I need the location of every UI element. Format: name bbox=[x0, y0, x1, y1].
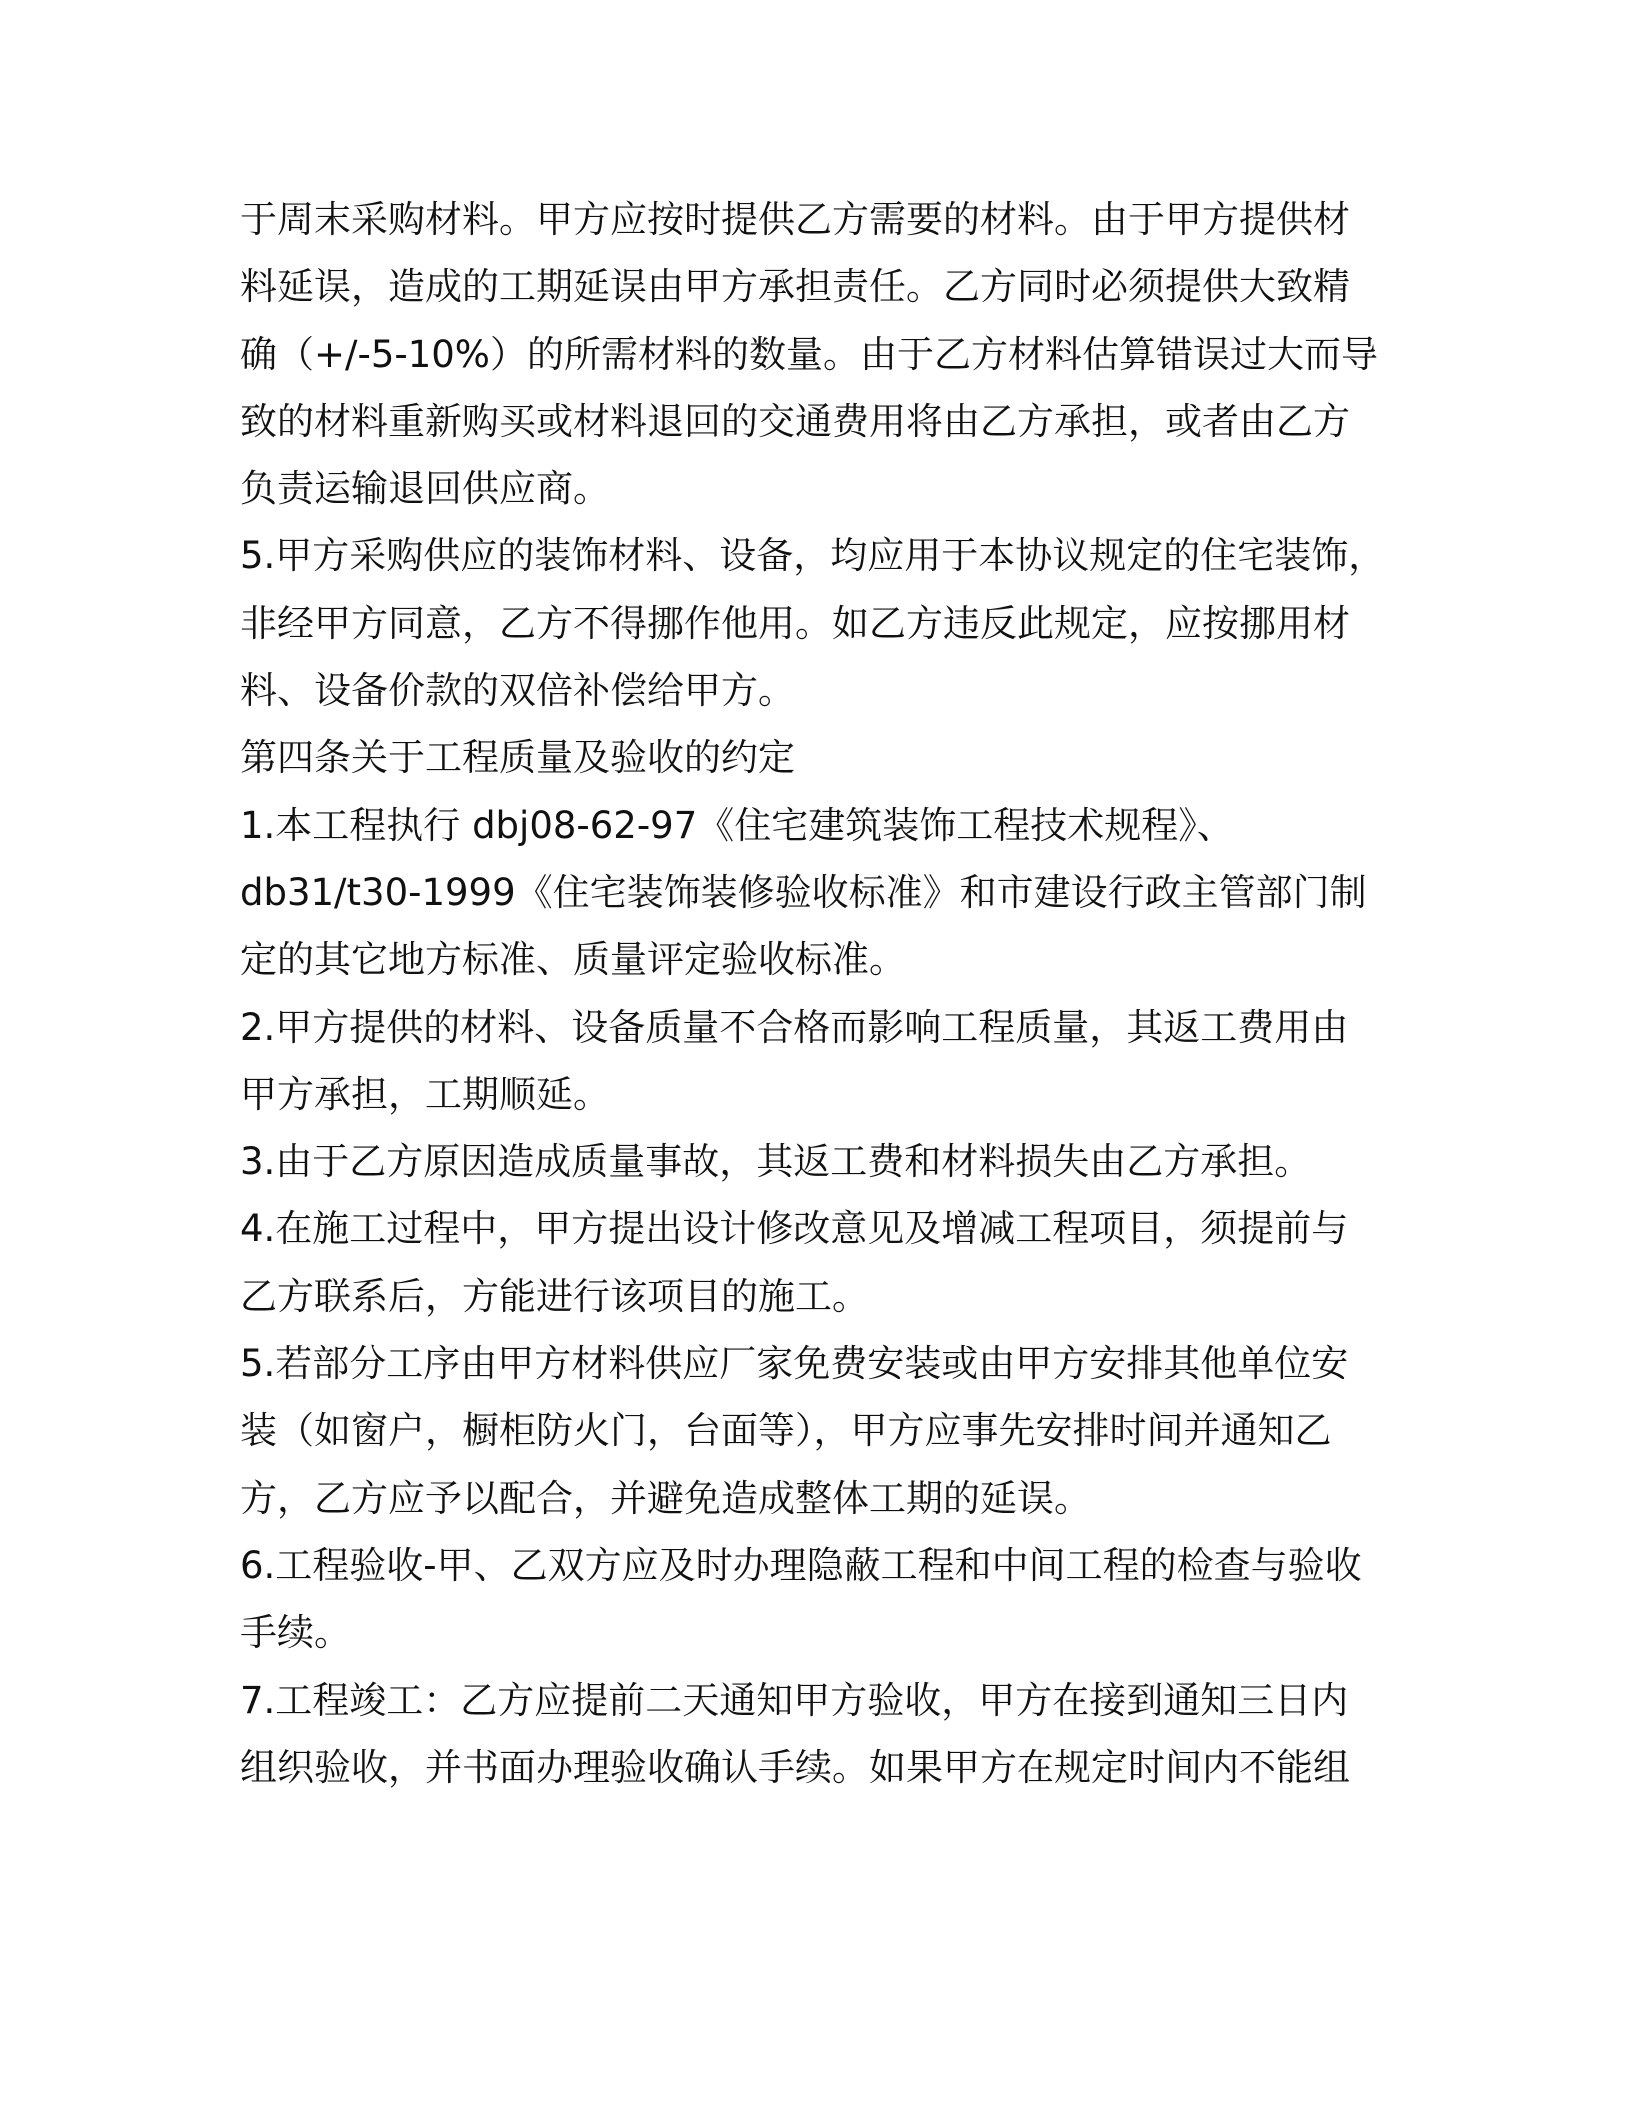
text-line: 2.甲方提供的材料、设备质量不合格而影响工程质量，其返工费用由 bbox=[240, 1005, 1349, 1049]
text-line: 甲方承担，工期顺延。 bbox=[240, 1072, 610, 1116]
text-line: 料延误，造成的工期延误由甲方承担责任。乙方同时必须提供大致精 bbox=[240, 265, 1350, 309]
text-line: 料、设备价款的双倍补偿给甲方。 bbox=[240, 669, 795, 713]
text-line: 确（+/-5-10%）的所需材料的数量。由于乙方材料估算错误过大而导 bbox=[240, 332, 1378, 376]
text-line: 乙方联系后，方能进行该项目的施工。 bbox=[240, 1274, 869, 1318]
text-line: 4.在施工过程中，甲方提出设计修改意见及增减工程项目，须提前与 bbox=[240, 1207, 1349, 1251]
text-line: 于周末采购材料。甲方应按时提供乙方需要的材料。由于甲方提供材 bbox=[240, 198, 1350, 241]
text-line: 1.本工程执行 dbj08-62-97《住宅建筑装饰工程技术规程》、 bbox=[240, 803, 1234, 847]
document-body bbox=[240, 186, 1400, 1801]
text-line: 3.由于乙方原因造成质量事故，其返工费和材料损失由乙方承担。 bbox=[240, 1140, 1312, 1184]
text-line: 6.工程验收-甲、乙双方应及时办理隐蔽工程和中间工程的检查与验收 bbox=[240, 1543, 1362, 1587]
text-line: 装（如窗户，橱柜防火门，台面等），甲方应事先安排时间并通知乙 bbox=[240, 1409, 1332, 1453]
text-line: 手续。 bbox=[240, 1611, 351, 1655]
text-line: 组织验收，并书面办理验收确认手续。如果甲方在规定时间内不能组 bbox=[240, 1745, 1350, 1789]
text-line: 非经甲方同意，乙方不得挪作他用。如乙方违反此规定，应按挪用材 bbox=[240, 601, 1350, 645]
text-line: 致的材料重新购买或材料退回的交通费用将由乙方承担，或者由乙方 bbox=[240, 399, 1350, 443]
text-line: 负责运输退回供应商。 bbox=[240, 467, 610, 511]
text-line: db31/t30-1999《住宅装饰装修验收标准》和市建设行政主管部门制 bbox=[240, 870, 1367, 914]
text-line: 定的其它地方标准、质量评定验收标准。 bbox=[240, 938, 906, 982]
text-line: 5.若部分工序由甲方材料供应厂家免费安装或由甲方安排其他单位安 bbox=[240, 1342, 1349, 1386]
text-line: 5.甲方采购供应的装饰材料、设备，均应用于本协议规定的住宅装饰， bbox=[240, 534, 1386, 578]
section-heading: 第四条关于工程质量及验收的约定 bbox=[240, 736, 795, 780]
text-line: 方，乙方应予以配合，并避免造成整体工期的延误。 bbox=[240, 1476, 1091, 1520]
text-line: 7.工程竣工：乙方应提前二天通知甲方验收，甲方在接到通知三日内 bbox=[240, 1678, 1349, 1722]
